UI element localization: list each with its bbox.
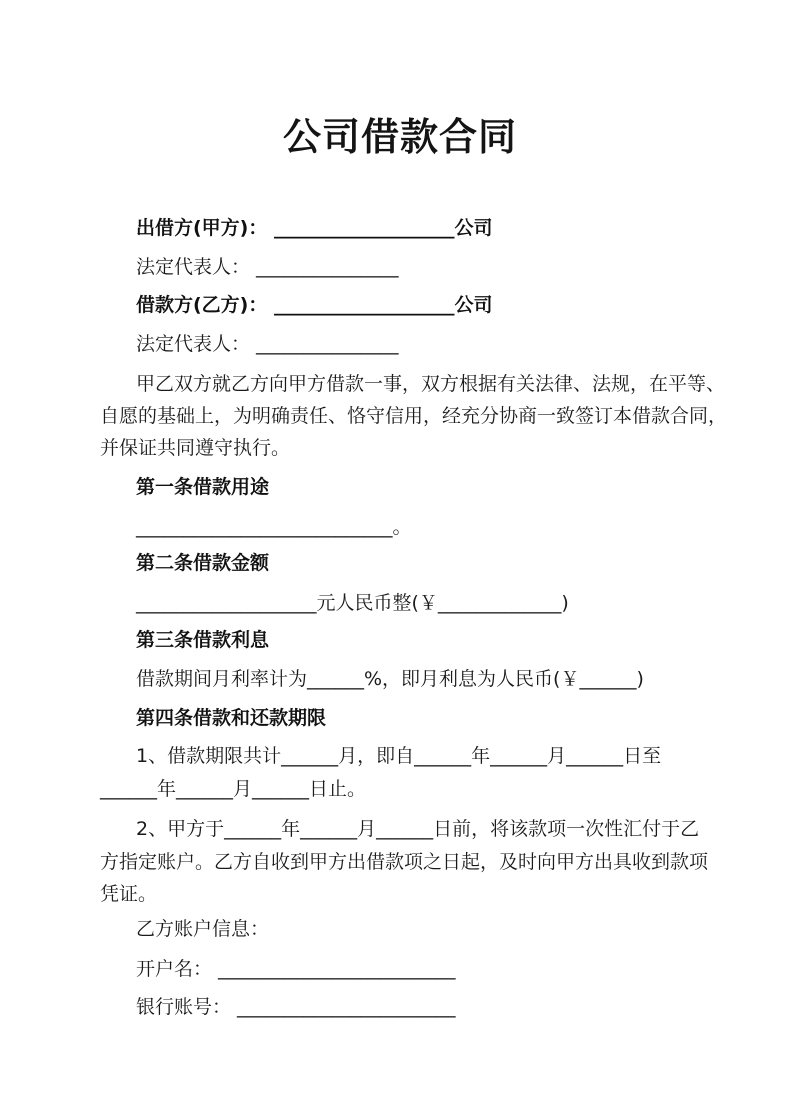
article-3-interest: 借款期间月利率计为______%，即月利息为人民币(￥______) [136,668,644,690]
preamble-line-1: 甲乙双方就乙方向甲方借款一事，双方根据有关法律、法规，在平等、 [136,373,726,395]
article-3-heading: 第三条借款利息 [136,629,270,651]
account-number-line: 银行账号： _______________________ [136,996,456,1018]
article-4-payment-line-1: 2、甲方于______年______月______日前，将该款项一次性汇付于乙 [136,818,700,840]
article-4-heading: 第四条借款和还款期限 [136,707,327,729]
article-1-blank: ___________________________。 [136,516,412,538]
article-4-term-line-1: 1、借款期限共计______月，即自______年______月______日至 [136,745,662,767]
article-2-heading: 第二条借款金额 [136,552,270,574]
article-4-term-line-2: ______年______月______日止。 [100,778,367,800]
article-4-payment-line-2: 方指定账户。乙方自收到甲方出借款项之日起，及时向甲方出具收到款项 [100,851,709,873]
borrower-representative-line: 法定代表人： _______________ [136,333,399,355]
article-1-heading: 第一条借款用途 [136,476,270,498]
document-title: 公司借款合同 [282,115,517,159]
article-4-payment-line-3: 凭证。 [100,883,158,905]
article-2-amount: ___________________元人民币整(￥_____________) [136,592,569,614]
lender-line: 出借方(甲方)： ___________________公司 [136,217,493,239]
borrower-line: 借款方(乙方)： ___________________公司 [136,294,493,316]
lender-representative-line: 法定代表人： _______________ [136,256,399,278]
account-info-heading: 乙方账户信息： [136,918,270,940]
account-name-line: 开户名： _________________________ [136,958,456,980]
preamble-line-3: 并保证共同遵守执行。 [100,437,291,459]
preamble-line-2: 自愿的基础上，为明确责任、恪守信用，经充分协商一致签订本借款合同， [100,405,728,427]
